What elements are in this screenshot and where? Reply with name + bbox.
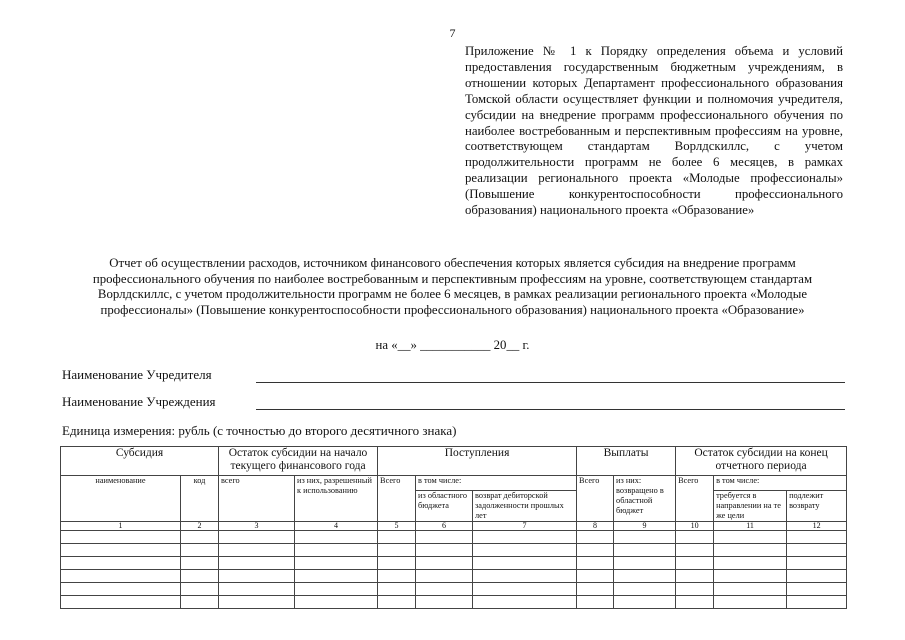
col-end-including: в том числе: bbox=[714, 476, 847, 491]
col-receipts-including: в том числе: bbox=[416, 476, 577, 491]
col-start-allowed: из них, разрешенный к использованию bbox=[295, 476, 378, 522]
col-payments-returned: из них: возвращено в областной бюджет bbox=[614, 476, 676, 522]
table-row[interactable] bbox=[61, 596, 847, 609]
header-payments: Выплаты bbox=[577, 447, 676, 476]
table-row[interactable] bbox=[61, 544, 847, 557]
table-row[interactable] bbox=[61, 570, 847, 583]
unit-of-measure: Единица измерения: рубль (с точностью до второго десятичного знака) bbox=[62, 423, 457, 438]
column-number-row bbox=[61, 522, 847, 531]
header-receipts: Поступления bbox=[378, 447, 577, 476]
column-number: 1 bbox=[61, 522, 181, 531]
col-subject-to-return: подлежит возврату bbox=[787, 491, 847, 522]
col-payments-total: Всего bbox=[577, 476, 614, 522]
col-code: код bbox=[181, 476, 219, 522]
column-number: 5 bbox=[378, 522, 416, 531]
column-number: 12 bbox=[787, 522, 847, 531]
column-number: 9 bbox=[614, 522, 676, 531]
report-table bbox=[60, 446, 847, 609]
column-number: 11 bbox=[714, 522, 787, 531]
col-start-total: всего bbox=[219, 476, 295, 522]
column-number: 6 bbox=[416, 522, 473, 531]
page-number: 7 bbox=[449, 26, 456, 40]
institution-label: Наименование Учреждения bbox=[62, 394, 216, 409]
col-required-same-purpose: требуется в направлении на те же цели bbox=[714, 491, 787, 522]
table-row[interactable] bbox=[61, 531, 847, 544]
column-number: 4 bbox=[295, 522, 378, 531]
appendix-header: Приложение № 1 к Порядку определения объема и условий предоставления государственным бюджетным учреждениям, в отношении которых Департамент профессионального образования Томской области осуществляет функции и полномочия учредителя, субсидии на внедрение программ профессионального обучения по наиболее востребованным и перспективным профессиям на уровне, соответствующем стандартам Ворлдскиллс, с учетом продолжительности программ не более 6 месяцев, в рамках реализации регионального проекта «Молодые профессионалы» (Повышение конкурентоспособности профессионального образования) национального проекта «Образование» bbox=[465, 44, 843, 218]
report-date-line: на «__» ___________ 20__ г. bbox=[375, 338, 530, 352]
founder-label: Наименование Учредителя bbox=[62, 367, 212, 382]
header-start-balance: Остаток субсидии на начало текущего финансового года bbox=[219, 447, 378, 476]
column-number: 2 bbox=[181, 522, 219, 531]
col-receipts-total: Всего bbox=[378, 476, 416, 522]
table-row[interactable] bbox=[61, 557, 847, 570]
col-end-total: Всего bbox=[676, 476, 714, 522]
founder-fill-line[interactable] bbox=[256, 382, 845, 383]
table-row[interactable] bbox=[61, 583, 847, 596]
report-title: Отчет об осуществлении расходов, источником финансового обеспечения которых является субсидия на внедрение программ профессионального обучения по наиболее востребованным и перспективным профессиям на уровне, соответствующем стандартам Ворлдскиллс, с учетом продолжительности программ не более 6 месяцев, в рамках реализации регионального проекта «Молодые профессионалы» (Повышение конкурентоспособности профессионального образования) национального проекта «Образование» bbox=[92, 256, 813, 317]
column-number: 3 bbox=[219, 522, 295, 531]
institution-fill-line[interactable] bbox=[256, 409, 845, 410]
column-number: 8 bbox=[577, 522, 614, 531]
column-number: 10 bbox=[676, 522, 714, 531]
column-number: 7 bbox=[473, 522, 577, 531]
header-end-balance: Остаток субсидии на конец отчетного периода bbox=[676, 447, 847, 476]
col-from-regional-budget: из областного бюджета bbox=[416, 491, 473, 522]
col-name: наименование bbox=[61, 476, 181, 522]
header-subsidy: Субсидия bbox=[61, 447, 219, 476]
col-return-receivables: возврат дебиторской задолженности прошлых лет bbox=[473, 491, 577, 522]
